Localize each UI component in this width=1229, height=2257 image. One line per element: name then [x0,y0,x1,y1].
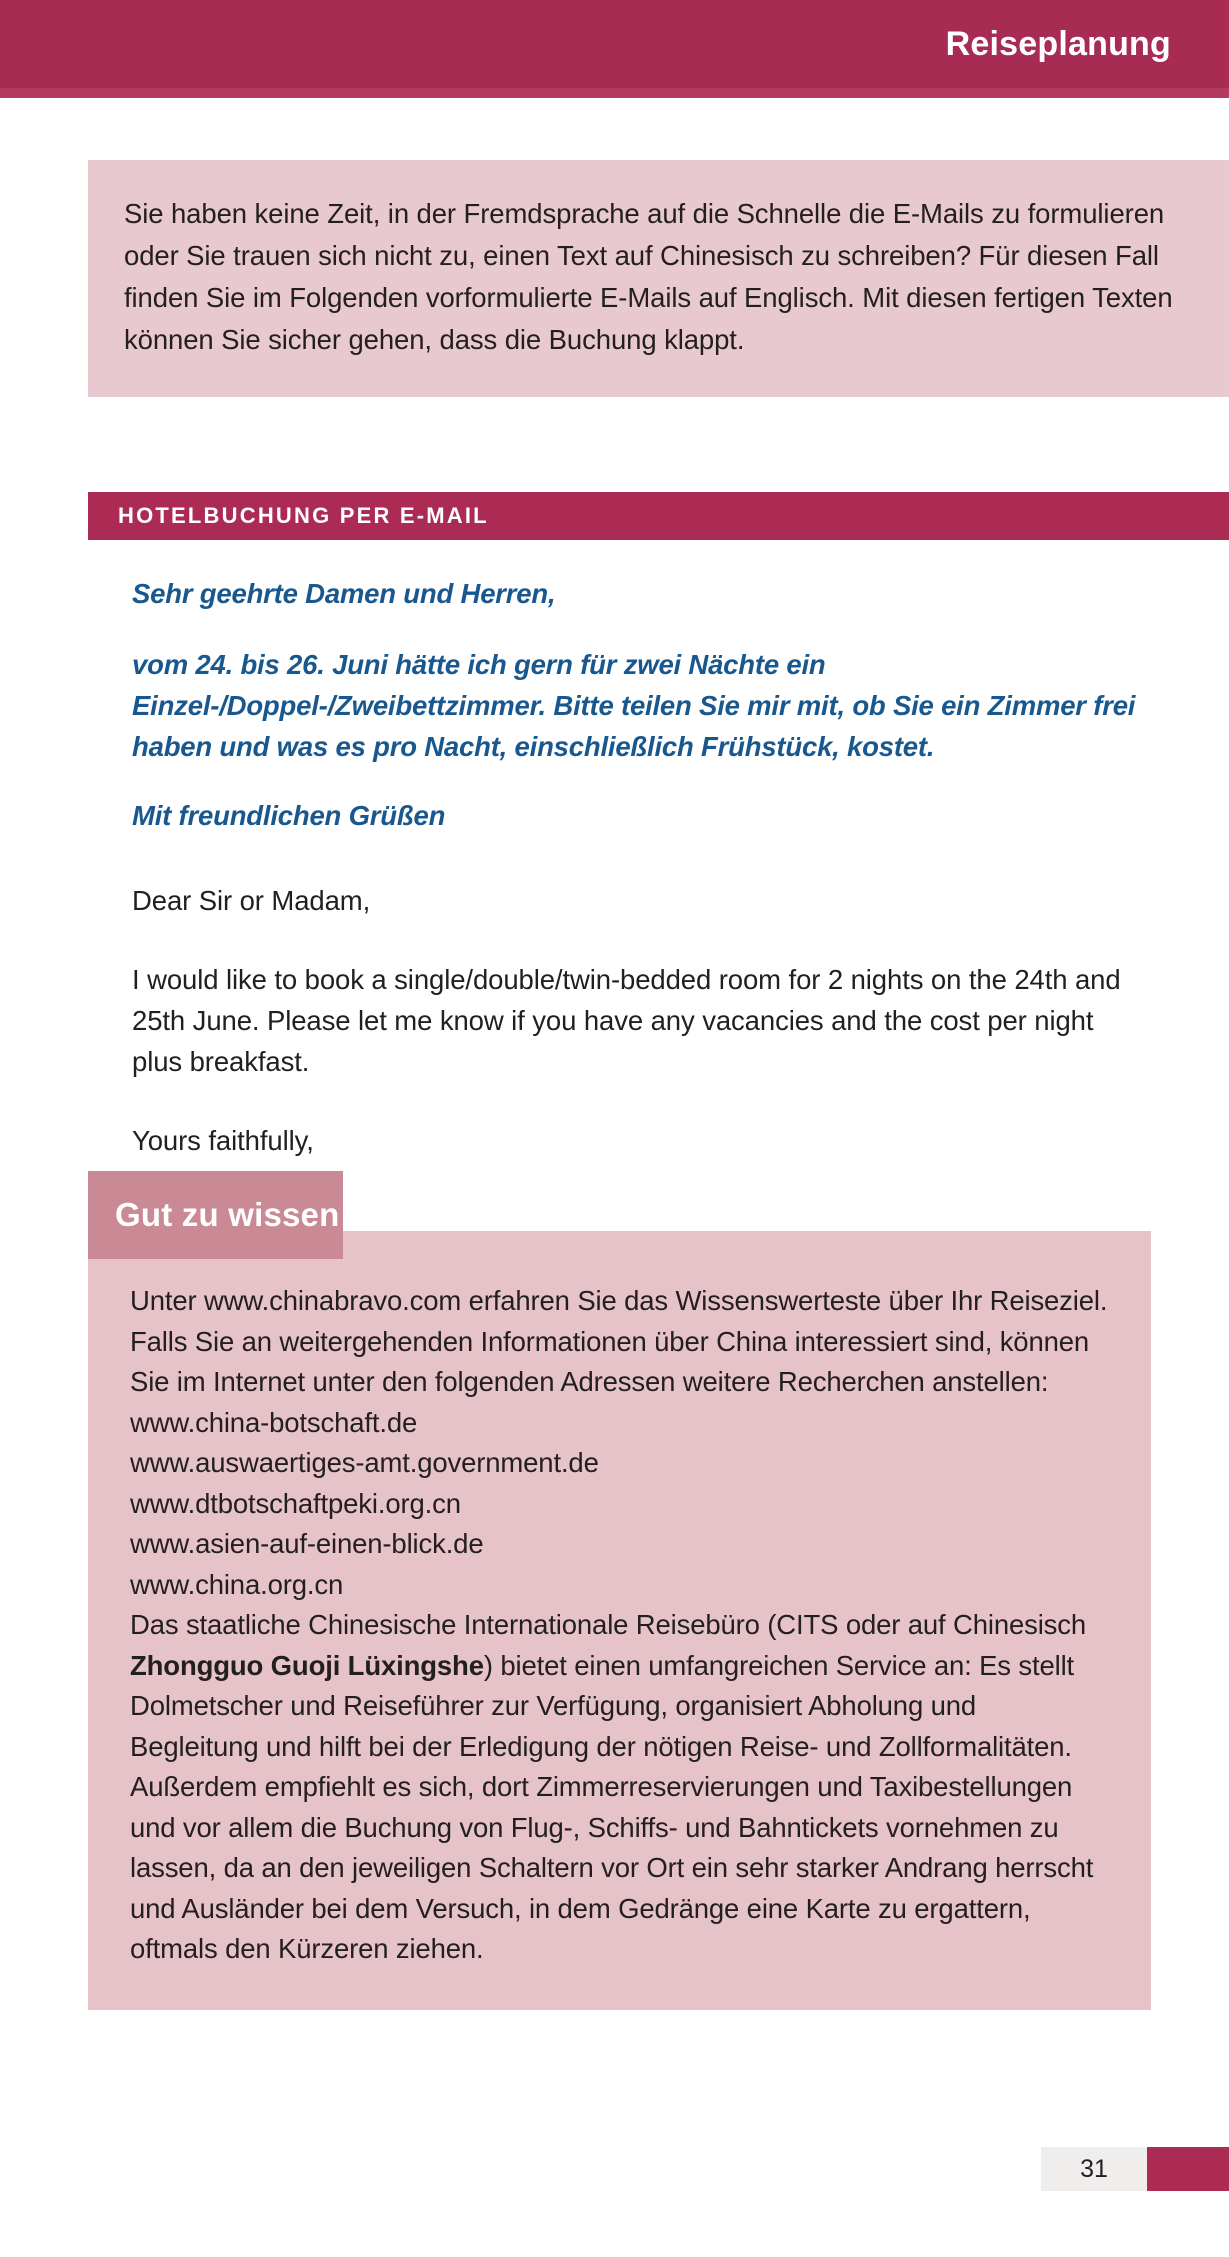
page-header-band [0,0,1229,98]
german-closing: Mit freundlichen Grüßen [132,800,446,831]
page-number-box [1041,2147,1147,2191]
footer-accent-block [1147,2147,1229,2191]
english-body: I would like to book a single/double/twin-bedded room for 2 nights on the 24th and 25th June. Please let me know if you have any vacancies and the cost per night plus breakfast. [132,964,1121,1077]
closing-text-part2: ) bietet einen umfangreichen Service an: Es stellt Dolmetscher und Reiseführer zur Verfügung, organisiert Abholung und Begleitung und hilft bei der Erledigung der nötigen Reise- und Zollformalitäten. Außerdem empfiehlt es sich, dort Zimmerreservierungen und Taxibestellungen und vor allem die Buchung von Flug-, Schiffs- und Bahntickets vornehmen zu lassen, da an den jeweiligen Schaltern vor Ort ein sehr starker Andrang herrscht und Ausländer bei dem Versuch, in dem Gedränge eine Karte zu ergattern, oftmals den Kürzeren ziehen. [130,1649,1094,1964]
website-url-2: www.dtbotschaftpeki.org.cn [130,1487,461,1519]
intro-paragraph: Sie haben keine Zeit, in der Fremdsprache auf die Schnelle die E-Mails zu formulieren oder Sie trauen sich nicht zu, einen Text auf Chinesisch zu schreiben? Für diesen Fall finden Sie im Folgenden vorformulierte E-Mails auf Englisch. Mit diesen fertigen Texten können Sie sicher gehen, dass die Buchung klappt. [124,198,1173,355]
page-header-inner [0,0,1229,88]
website-url-4: www.china.org.cn [130,1568,344,1600]
good-to-know-tab [88,1171,343,1259]
section-title-bar [88,492,1229,540]
page-title: Reiseplanung [945,24,1171,63]
good-to-know-intro: Unter www.chinabravo.com erfahren Sie das Wissenswerteste über Ihr Reiseziel. Falls Sie an weitergehenden Informationen über China interessiert sind, können Sie im Internet unter den folgenden Adressen weitere Recherchen anstellen: [130,1285,1108,1397]
section-title-label: HOTELBUCHUNG PER E-MAIL [118,503,489,528]
good-to-know-closing [130,1605,1109,1970]
good-to-know-box [88,1231,1151,2010]
english-salutation: Dear Sir or Madam, [132,885,371,916]
good-to-know-tab-label: Gut zu wissen [115,1196,340,1233]
good-to-know-content [130,1281,1109,1970]
english-letter-block [132,880,1142,1161]
page-number: 31 [1080,2154,1108,2183]
english-closing: Yours faithfully, [132,1125,314,1156]
page-footer [0,2147,1229,2195]
header-underline-rule [0,88,1229,98]
website-url-1: www.auswaertiges-amt.government.de [130,1447,599,1478]
german-letter-block [132,573,1142,836]
website-url-3: www.asien-auf-einen-blick.de [130,1528,484,1559]
intro-callout-box [88,160,1229,397]
website-url-0: www.china-botschaft.de [130,1406,418,1438]
chinese-term-bold: Zhongguo Guoji Lüxingshe [130,1649,484,1681]
german-body: vom 24. bis 26. Juni hätte ich gern für zwei Nächte ein Einzel-/Doppel-/Zweibettzimmer. Bitte teilen Sie mir mit, ob Sie ein Zimmer frei haben und was es pro Nacht, einschließlich Frühstück, kostet. [132,649,1136,762]
german-salutation: Sehr geehrte Damen und Herren, [132,578,556,609]
closing-text-part1: Das staatliche Chinesische Internationale Reisebüro (CITS oder auf Chinesisch [130,1609,1087,1640]
